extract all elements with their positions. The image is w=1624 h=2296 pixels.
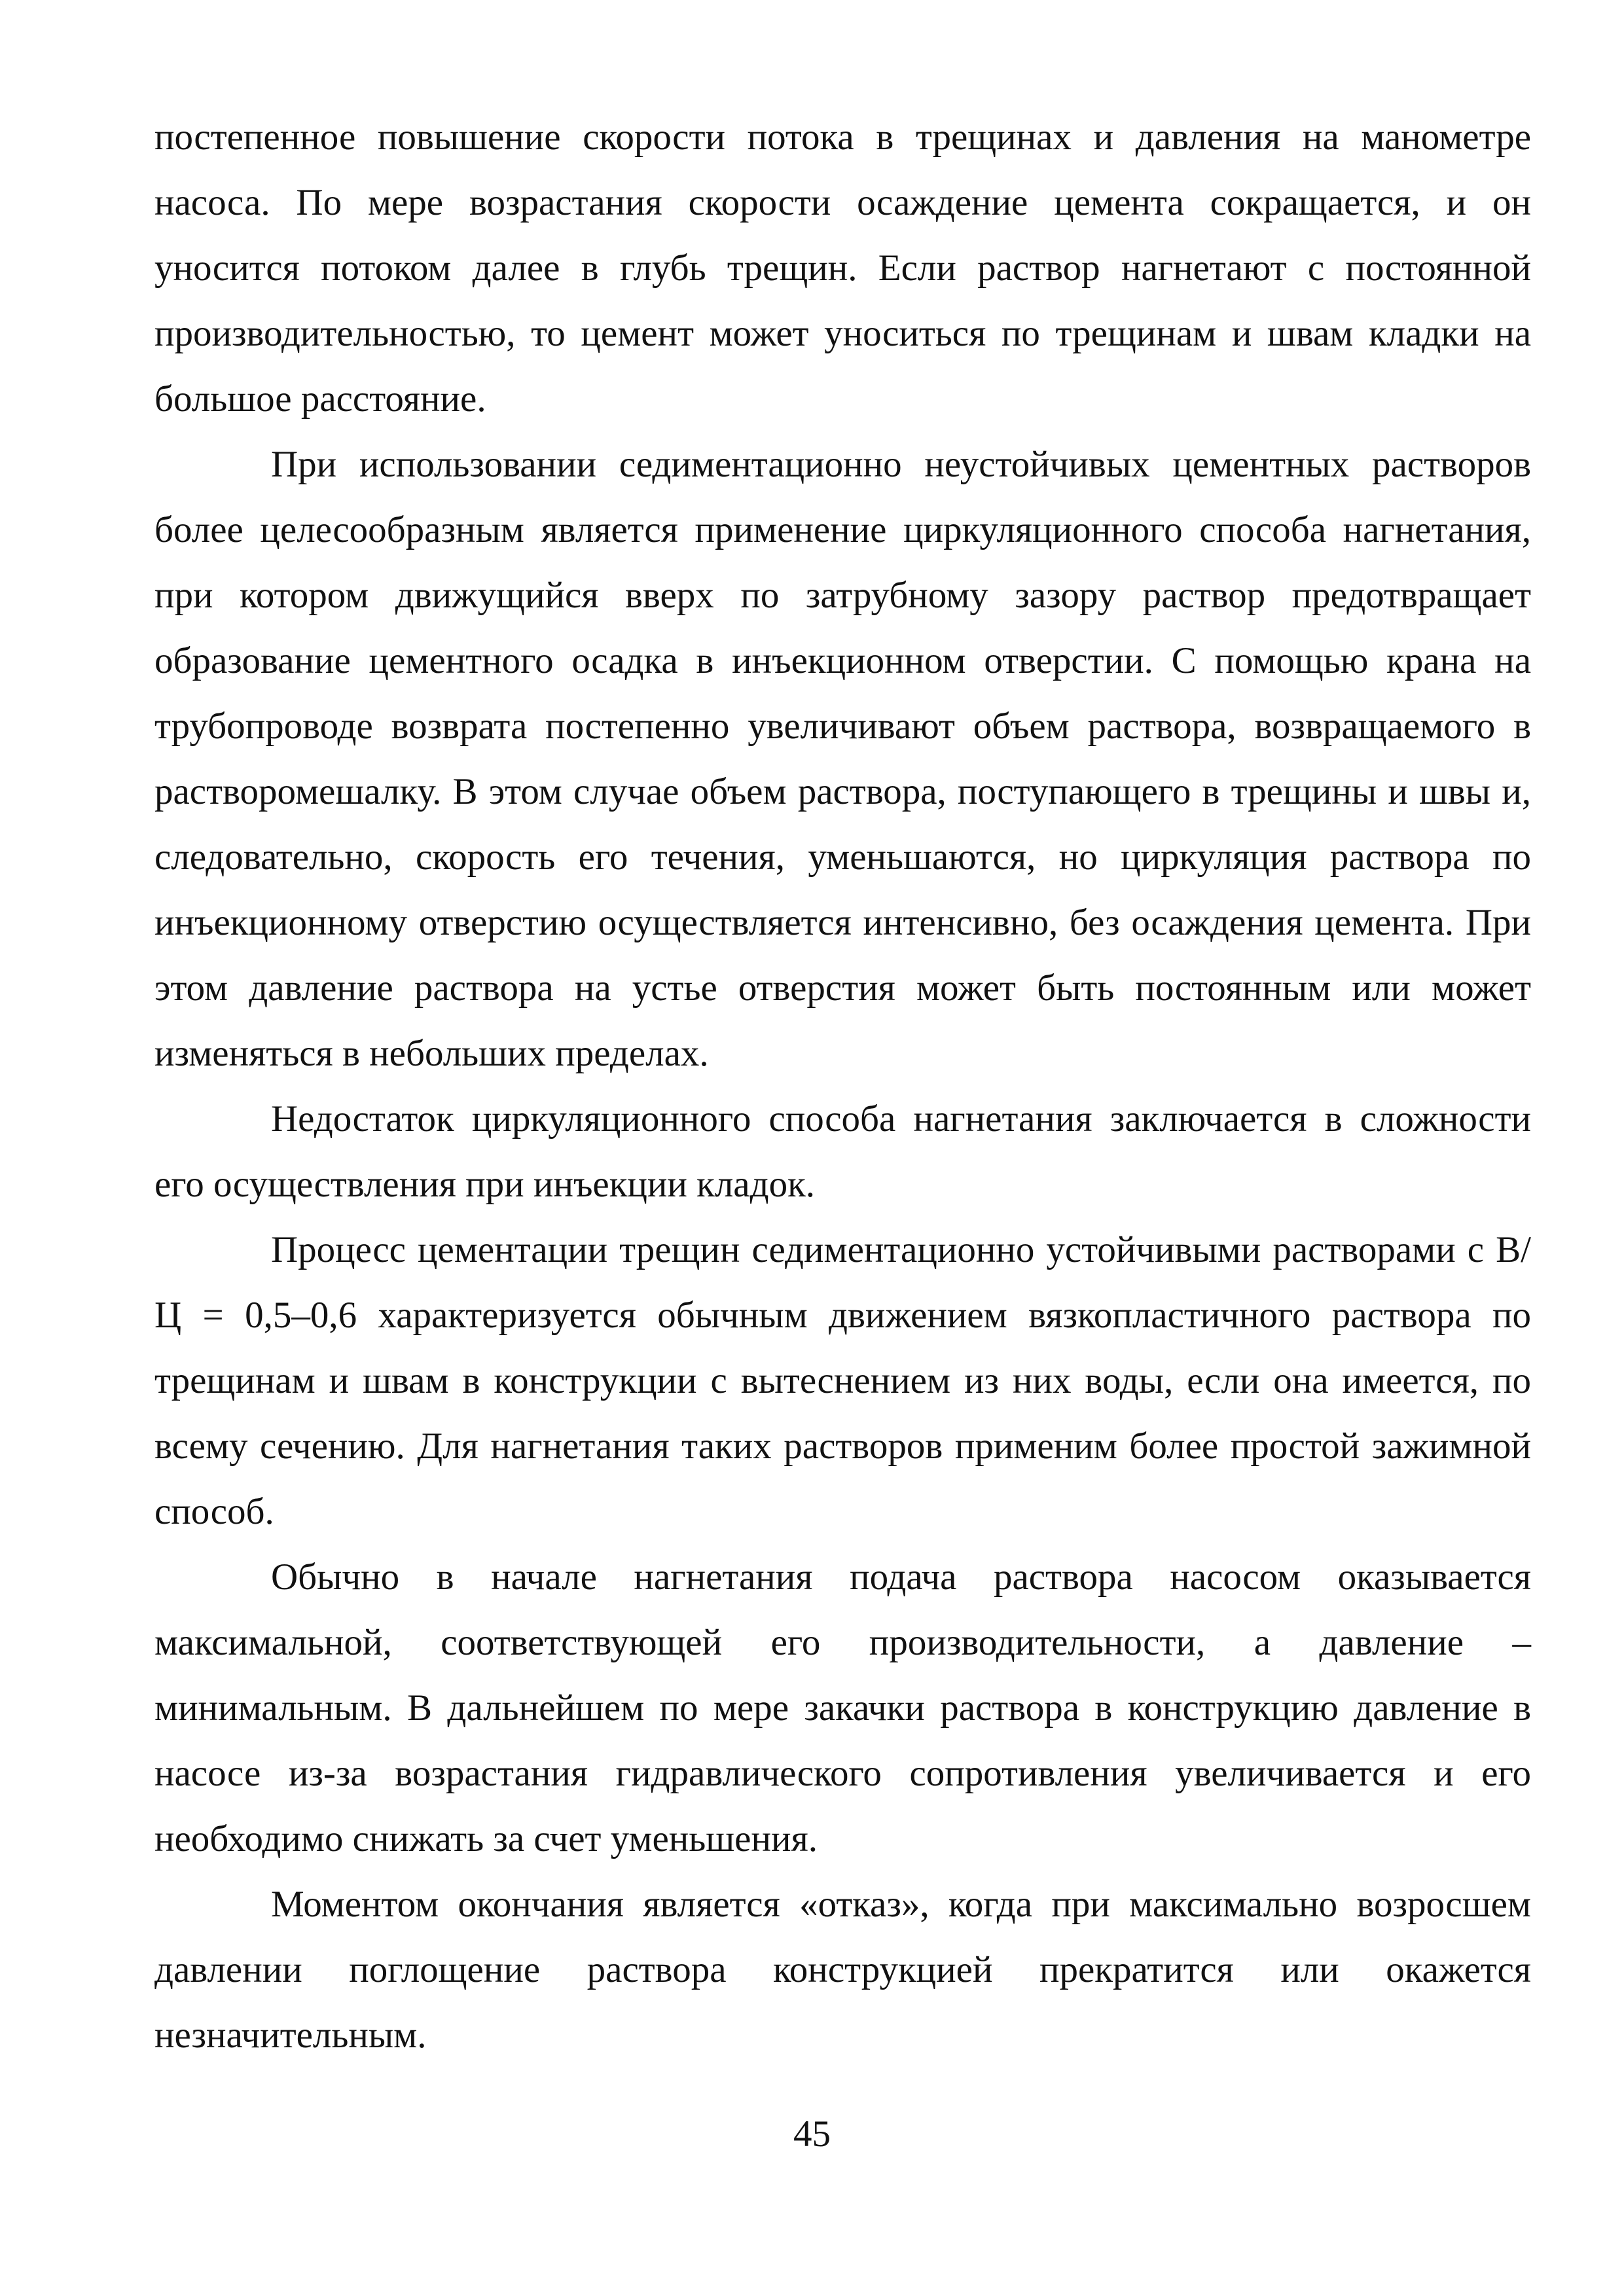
paragraph-circulation-method: При использовании седиментационно неустойчивых цементных растворов более целесообразным является применение циркуляционного способа нагнетания, при котором движущийся вверх по затрубному зазору раствор предотвращает образование цементного осадка в инъекционном отверстии. С помощью крана на трубопроводе возврата постепенно увеличивают объем раствора, возвращаемого в растворомешалку. В этом случае объем раствора, поступающего в трещины и швы и, следовательно, скорость его течения, уменьшаются, но циркуляция раствора по инъекционному отверстию осуществляется интенсивно, без осаждения цемента. При этом давление раствора на устье отверстия может быть постоянным или может изменяться в небольших пределах. xyxy=(154,444,1531,1074)
paragraph-continuation: постепенное повышение скорости потока в трещинах и давления на манометре насоса. По мере возрастания скорости осаждение цемента сокращается, и он уносится потоком далее в глубь трещин. Если раствор нагнетают с постоянной производительностью, то цемент может уноситься по трещинам и швам кладки на большое расстояние. xyxy=(154,117,1531,420)
body-text xyxy=(154,105,1531,2068)
page-number: 45 xyxy=(793,2113,831,2155)
paragraph-circulation-drawback: Недостаток циркуляционного способа нагнетания заключается в сложности его осуществления при инъекции кладок. xyxy=(154,1098,1531,1205)
paragraph-stable-solutions: Процесс цементации трещин седиментационно устойчивыми растворами с В/Ц = 0,5–0,6 характеризуется обычным движением вязкопластичного раствора по трещинам и швам в конструкции с вытеснением из них воды, если она имеется, по всему сечению. Для нагнетания таких растворов применим более простой зажимной способ. xyxy=(154,1229,1531,1532)
paragraph-refusal-moment: Моментом окончания является «отказ», когда при максимально возросшем давлении поглощение раствора конструкцией прекратится или окажется незначительным. xyxy=(154,1884,1531,2056)
paragraph-pump-pressure: Обычно в начале нагнетания подача раствора насосом оказывается максимальной, соответствующей его производительности, а давление – минимальным. В дальнейшем по мере закачки раствора в конструкцию давление в насосе из-за возрастания гидравлического сопротивления увеличивается и его необходимо снижать за счет уменьшения. xyxy=(154,1556,1531,1859)
